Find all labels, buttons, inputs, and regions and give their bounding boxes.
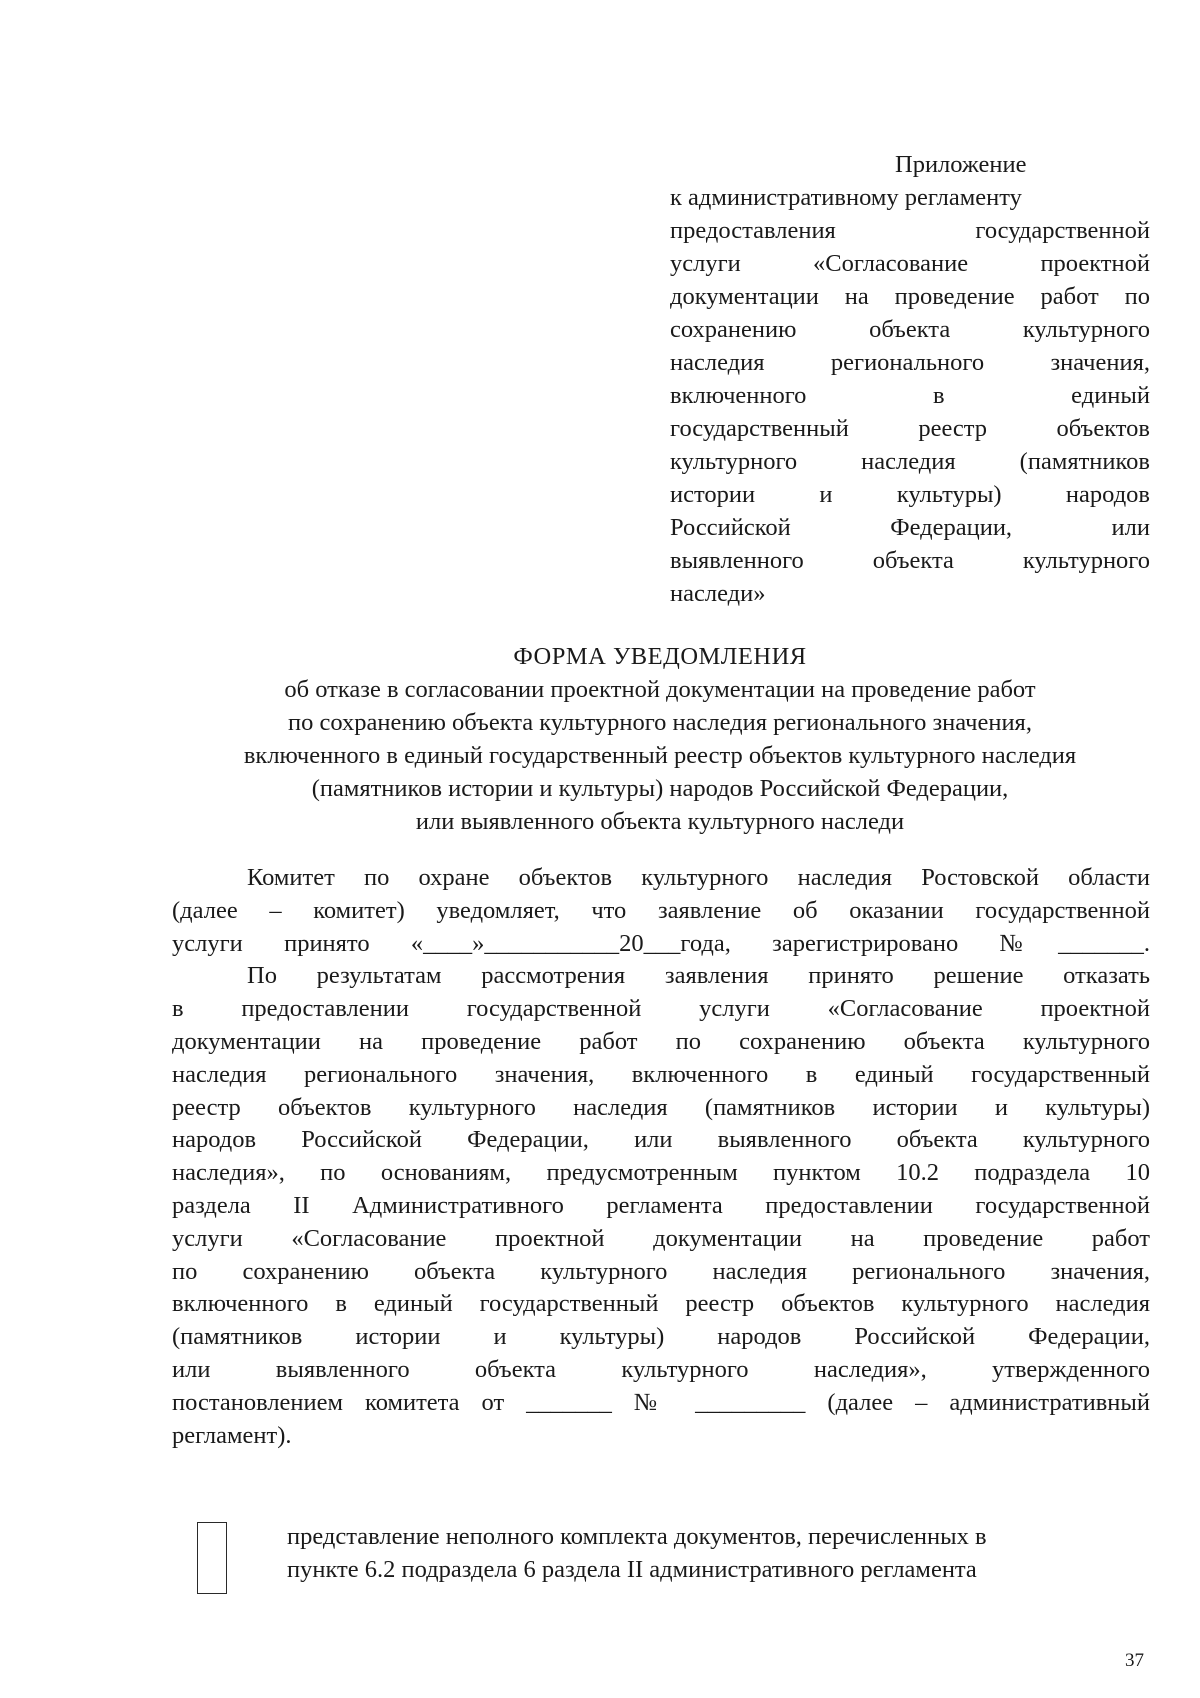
body-line: По результатам рассмотрения заявления принято решение отказать (247, 962, 1150, 990)
page-number: 37 (1125, 1650, 1144, 1671)
reason-line: пункте 6.2 подраздела 6 раздела II административного регламента (287, 1556, 977, 1583)
refusal-reason-item (197, 1520, 1157, 1600)
reason-text (287, 1520, 1147, 1586)
form-heading: ФОРМА УВЕДОМЛЕНИЯ (513, 643, 807, 670)
reason-line: представление неполного комплекта документов, перечисленных в (287, 1523, 987, 1550)
body-line: услуги принято «____»___________20___года, зарегистрировано №_______. (172, 929, 1150, 957)
appendix-line: к административному регламенту (670, 184, 1022, 211)
form-title-line: (памятников истории и культуры) народов Российской Федерации, (311, 775, 1009, 802)
appendix-line: услуги «Согласование проектной (670, 250, 1150, 277)
body-line: (памятников истории и культуры) народов Российской Федерации, (172, 1323, 1150, 1351)
body-line: документации на проведение работ по сохранению объекта культурного (172, 1027, 1150, 1055)
form-title-block (170, 640, 1150, 838)
appendix-line: включенного в единый (670, 382, 1150, 409)
body-line: в предоставлении государственной услуги «Согласование проектной (172, 995, 1150, 1023)
form-title-line: по сохранению объекта культурного наследия регионального значения, (288, 709, 1032, 736)
form-title-line: или выявленного объекта культурного наследи (415, 808, 905, 835)
reason-checkbox[interactable] (197, 1522, 227, 1594)
body-line: наследия», по основаниям, предусмотренным пунктом 10.2 подраздела 10 (172, 1159, 1150, 1187)
body-line: реестр объектов культурного наследия (памятников истории и культуры) (172, 1093, 1150, 1121)
appendix-line: сохранению объекта культурного (670, 316, 1150, 343)
appendix-block (670, 148, 1150, 610)
body-line: или выявленного объекта культурного наследия», утвержденного (172, 1355, 1150, 1383)
body-line: регламент). (172, 1421, 292, 1449)
appendix-line: предоставления государственной (670, 217, 1150, 244)
body-line: народов Российской Федерации, или выявленного объекта культурного (172, 1126, 1150, 1154)
body-line: наследия регионального значения, включенного в единый государственный (172, 1060, 1150, 1088)
body-line: услуги «Согласование проектной документации на проведение работ (172, 1224, 1150, 1252)
appendix-line: выявленного объекта культурного (670, 547, 1150, 574)
appendix-line: наследия регионального значения, (670, 349, 1150, 376)
form-title-line: включенного в единый государственный реестр объектов культурного наследия (243, 742, 1077, 769)
appendix-line: государственный реестр объектов (670, 415, 1150, 442)
body-line: (далее – комитет) уведомляет, что заявление об оказании государственной (172, 896, 1150, 924)
appendix-line: Российской Федерации, или (670, 514, 1150, 541)
form-title-line: об отказе в согласовании проектной документации на проведение работ (284, 676, 1036, 703)
appendix-line: наследи» (670, 580, 766, 607)
appendix-line: истории и культуры) народов (670, 481, 1150, 508)
body-line: включенного в единый государственный реестр объектов культурного наследия (172, 1290, 1150, 1318)
body-line: раздела II Административного регламента предоставлении государственной (172, 1191, 1150, 1219)
body-line: постановлением комитета от _______ № _________ (далее – административный (172, 1388, 1150, 1416)
notification-body (172, 862, 1150, 1452)
body-line: по сохранению объекта культурного наследия регионального значения, (172, 1257, 1150, 1285)
appendix-line: культурного наследия (памятников (670, 448, 1150, 475)
appendix-title: Приложение (895, 151, 1027, 178)
appendix-line: документации на проведение работ по (670, 283, 1150, 310)
body-line: Комитет по охране объектов культурного наследия Ростовской области (247, 864, 1150, 891)
